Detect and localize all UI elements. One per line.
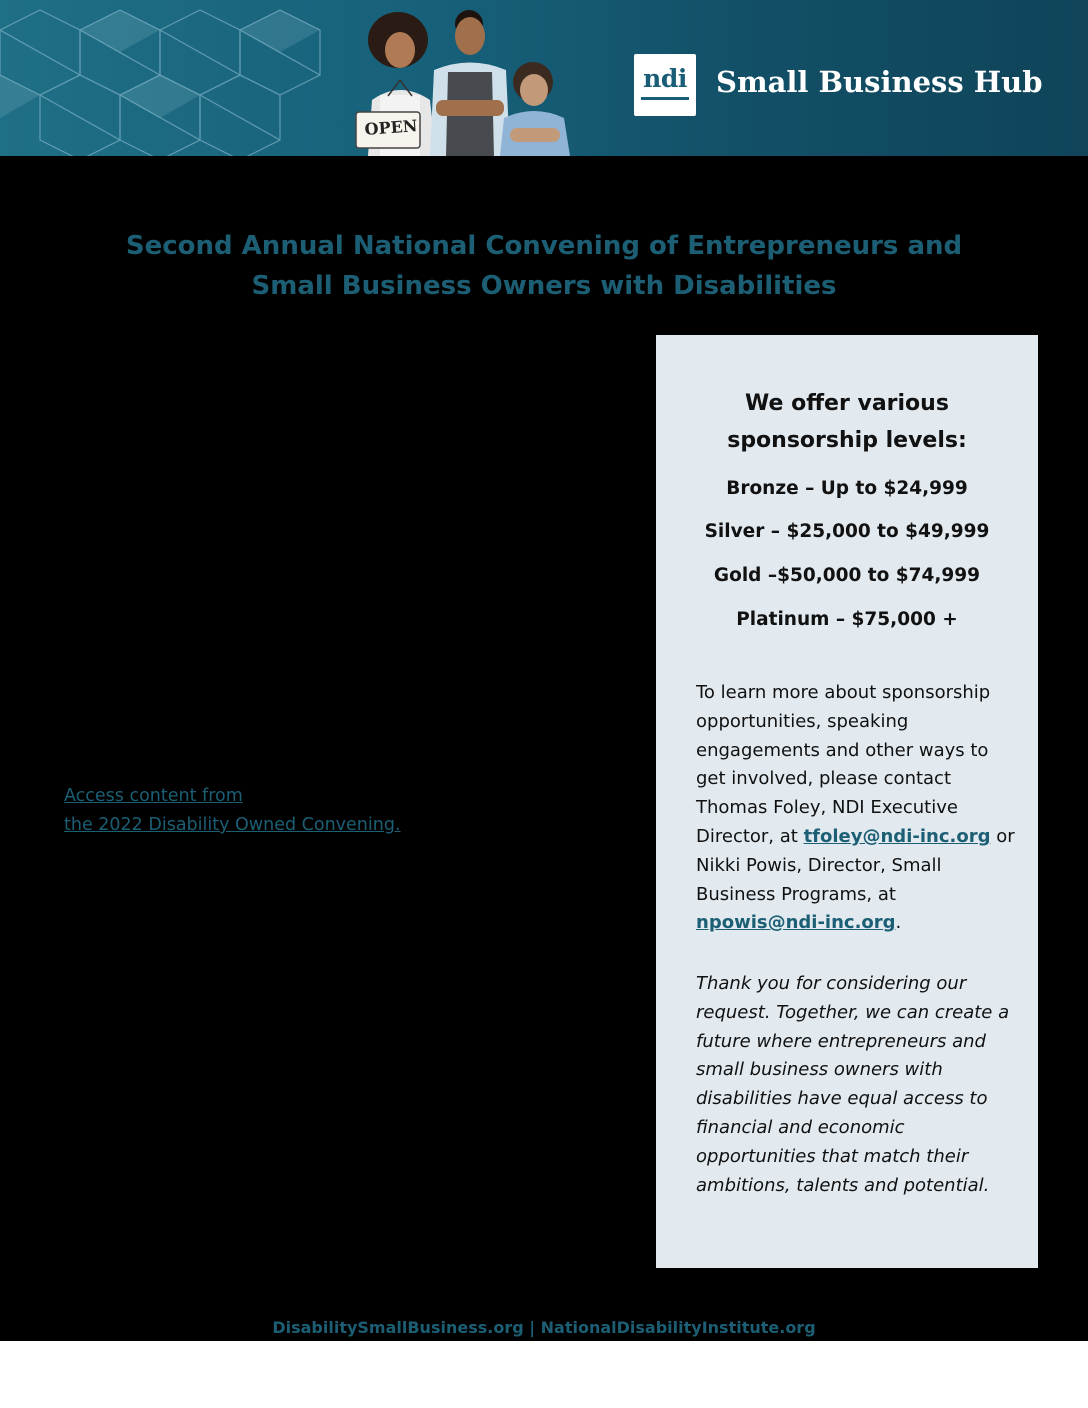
contact-text-1: To learn more about sponsorship opportunities, speaking engagements and other ways to get involved, please contact Thomas Foley, NDI Executive Director, at (696, 682, 991, 847)
thank-you-paragraph: Thank you for considering our request. Together, we can create a future where entrepreneurs and small business owners with disabilities have equal access to financial and economic opportunities that match their ambitions, talents and potential. (696, 973, 1010, 1196)
open-sign-text: OPEN (363, 116, 418, 139)
level-platinum: Platinum – $75,000 + (736, 609, 958, 630)
npowis-email-link[interactable]: npowis@ndi-inc.org (696, 912, 896, 934)
ndi-logo[interactable] (634, 54, 696, 116)
logo-underline (641, 97, 689, 100)
level-bronze: Bronze – Up to $24,999 (726, 478, 968, 499)
access-link-line-2[interactable]: the 2022 Disability Owned Convening. (64, 815, 401, 835)
access-content-link[interactable] (64, 782, 618, 840)
heading-line-2: sponsorship levels: (727, 428, 967, 453)
geometric-pattern-decoration (0, 0, 340, 156)
title-line-2: Small Business Owners with Disabilities (251, 271, 837, 301)
hub-title: Small Business Hub (716, 65, 1043, 99)
contact-text-3: . (895, 912, 902, 934)
heading-line-1: We offer various (745, 391, 949, 416)
level-gold: Gold –$50,000 to $74,999 (713, 565, 981, 586)
footer-links[interactable]: DisabilitySmallBusiness.org | NationalDisabilityInstitute.org (272, 1318, 816, 1337)
ndi-logo-text: ndi (643, 64, 687, 93)
document-title (60, 226, 1028, 306)
sponsorship-heading (656, 385, 1038, 459)
sponsorship-sidebar (656, 335, 1038, 1268)
header-banner (0, 0, 1088, 156)
level-silver: Silver – $25,000 to $49,999 (704, 521, 990, 542)
title-line-1: Second Annual National Convening of Entrepreneurs and (125, 231, 963, 261)
tfoley-email-link[interactable]: tfoley@ndi-inc.org (803, 825, 991, 847)
access-link-line-1[interactable]: Access content from (64, 786, 243, 806)
contact-text-2: or Nikki Powis, Director, Small Business Programs, at (696, 825, 1015, 905)
contact-paragraph (696, 679, 1016, 938)
